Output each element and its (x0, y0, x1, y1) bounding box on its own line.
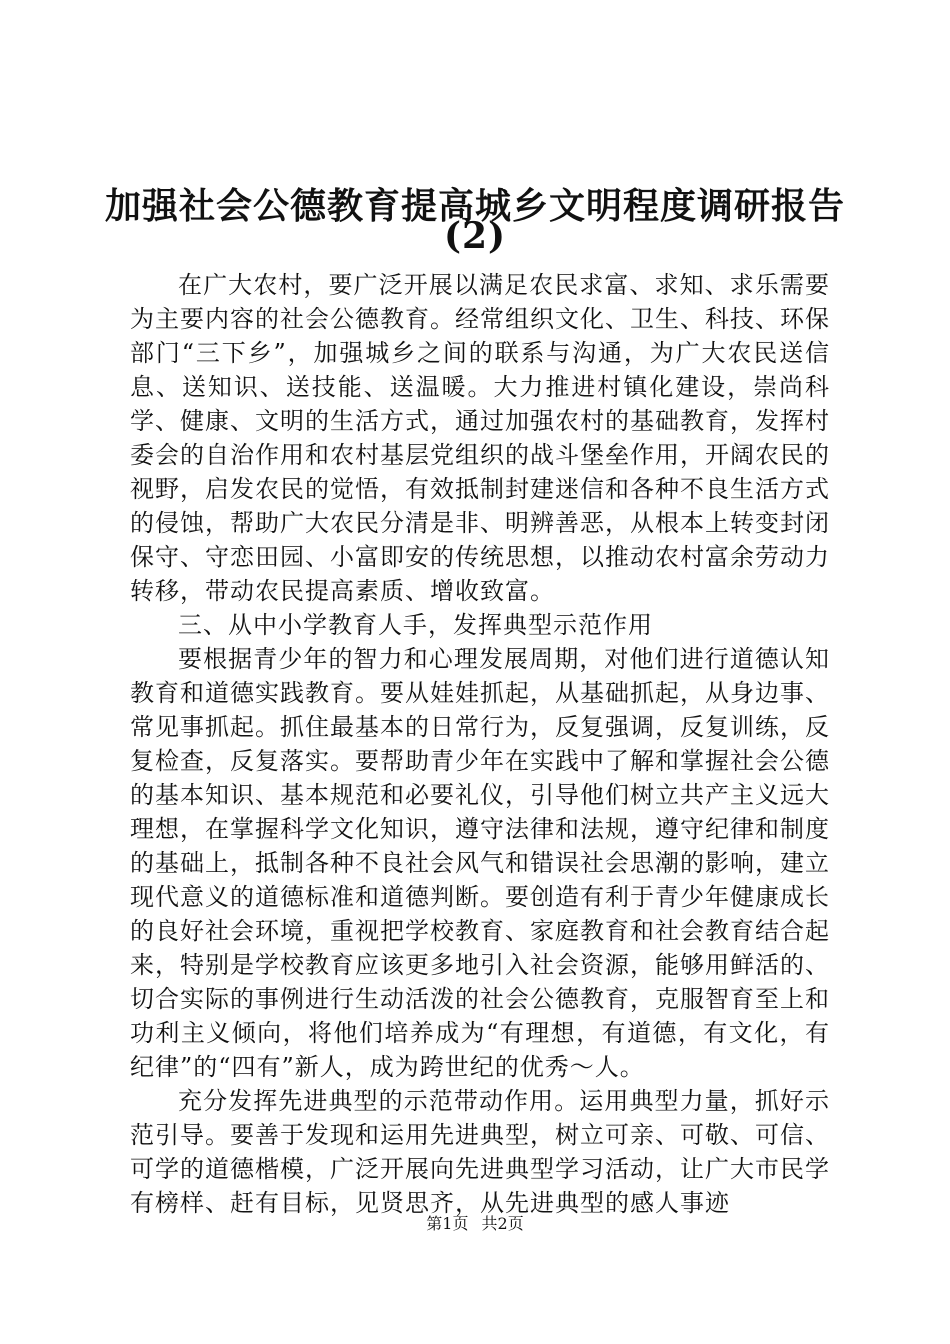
section-heading-three: 三、从中小学教育人手，发挥典型示范作用 (178, 611, 653, 639)
document-title: 加强社会公德教育提高城乡文明程度调研报告 (104, 185, 845, 227)
page-footer (0, 1214, 950, 1234)
paragraph-youth-education: 要根据青少年的智力和心理发展周期，对他们进行道德认知教育和道德实践教育。要从娃娃抓起，从基础抓起，从身边事、常见事抓起。抓住最基本的日常行为，反复强调，反复训练，反复检查，反复落实。要帮助青少年在实践中了解和掌握社会公德的基本知识、基本规范和必要礼仪，引导他们树立共产主义远大理想，在掌握科学文化知识，遵守法律和法规，遵守纪律和制度的基础上，抵制各种不良社会风气和错误社会思潮的影响，建立现代意义的道德标准和道德判断。要创造有利于青少年健康成长的良好社会环境，重视把学校教育、家庭教育和社会教育结合起来，特别是学校教育应该更多地引入社会资源，能够用鲜活的、切合实际的事例进行生动活泼的社会公德教育，克服智育至上和功利主义倾向，将他们培养成为“有理想，有道德，有文化，有纪律”的“四有”新人，成为跨世纪的优秀～人。 (130, 645, 830, 1081)
paragraph-rural-education: 在广大农村，要广泛开展以满足农民求富、求知、求乐需要为主要内容的社会公德教育。经常组织文化、卫生、科技、环保部门“三下乡”，加强城乡之间的联系与沟通，为广大农民送信息、送知识、送技能、送温暖。大力推进村镇化建设，崇尚科学、健康、文明的生活方式，通过加强农村的基础教育，发挥村委会的自治作用和农村基层党组织的战斗堡垒作用，开阔农民的视野，启发农民的觉悟，有效抵制封建迷信和各种不良生活方式的侵蚀，帮助广大农民分清是非、明辨善恶，从根本上转变封闭保守、守恋田园、小富即安的传统思想，以推动农村富余劳动力转移，带动农民提高素质、增收致富。 (130, 271, 830, 605)
page-number-current: 第1页 (426, 1214, 469, 1233)
document-body (130, 268, 830, 1220)
page-number-total: 共2页 (481, 1214, 524, 1233)
paragraph-role-models: 充分发挥先进典型的示范带动作用。运用典型力量，抓好示范引导。要善于发现和运用先进典型，树立可亲、可敬、可信、可学的道德楷模，广泛开展向先进典型学习活动，让广大市民学有榜样、赶有目标，见贤思齐，从先进典型的感人事迹 (130, 1087, 830, 1217)
document-title-suffix: (2) (443, 215, 507, 257)
